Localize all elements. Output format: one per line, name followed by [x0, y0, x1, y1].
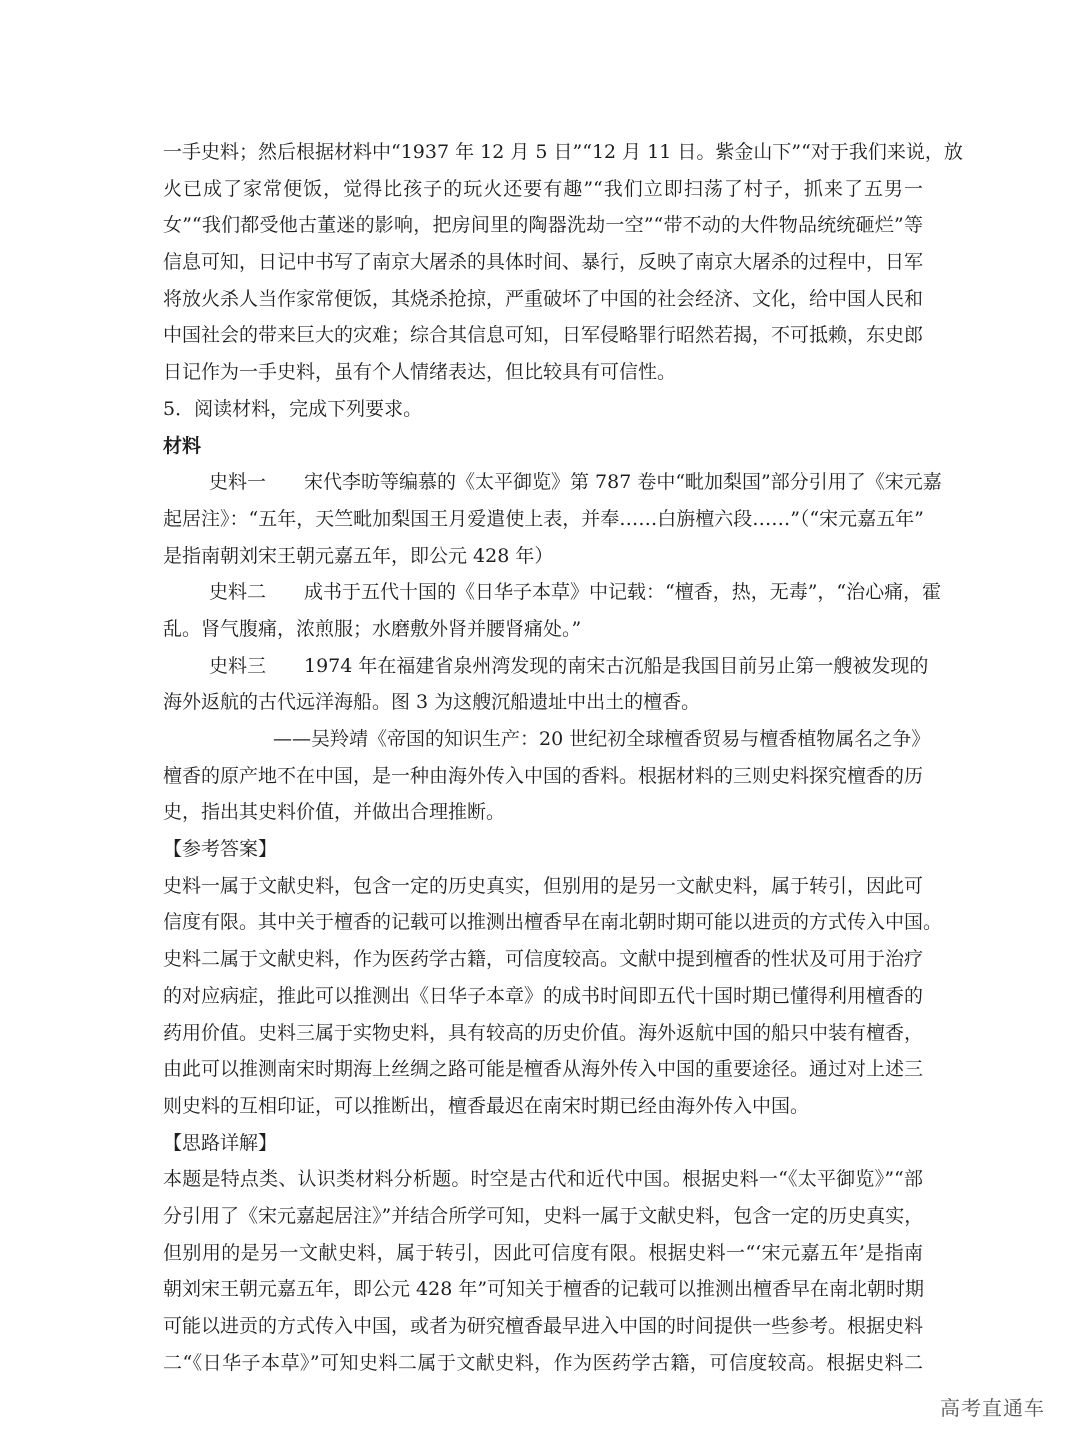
question-prompt-line: 檀香的原产地不在中国，是一种由海外传入中国的香料。根据材料的三则史料探究檀香的历	[163, 764, 924, 787]
source-one-line: 史料一 宋代李昉等编慕的《太平御览》第 787 卷中“毗加梨国”部分引用了《宋元嘉	[209, 471, 942, 494]
analysis-heading: 【思路详解】	[163, 1131, 278, 1154]
analysis-line: 朝刘宋王朝元嘉五年，即公元 428 年”可知关于檀香的记载可以推测出檀香早在南北朝时期	[163, 1278, 925, 1301]
text-line: 信息可知，日记中书写了南京大屠杀的具体时间、暴行，反映了南京大屠杀的过程中，日军	[163, 251, 924, 274]
document-page	[163, 134, 963, 1381]
source-one-line: 起居注》：“五年，天竺毗加梨国王月爱遣使上表，并奉……白旃檀六段……”（“宋元嘉五年”	[163, 507, 924, 530]
text-line: 女”“我们都受他古董迷的影响，把房间里的陶器洗劫一空”“带不动的大件物品统统砸烂”等	[163, 214, 923, 237]
answer-line: 史料一属于文献史料，包含一定的历史真实，但别用的是另一文献史料，属于转引，因此可	[163, 874, 924, 897]
source-two-line: 乱。肾气腹痛，浓煎服；水磨敷外肾并腰肾痛处。”	[163, 617, 582, 640]
text-line: 一手史料；然后根据材料中“1937 年 12 月 5 日”“12 月 11 日。紫金山下”“对于我们来说，放	[163, 141, 963, 163]
watermark: 高考直通车	[940, 1396, 1045, 1420]
analysis-line: 可能以进贡的方式传入中国，或者为研究檀香最早进入中国的时间提供一些参考。根据史料	[163, 1315, 924, 1337]
text-line: 火已成了家常便饭，觉得比孩子的玩火还要有趣”“我们立即扫荡了村子，抓来了五男一	[163, 177, 923, 200]
analysis-line: 但别用的是另一文献史料，属于转引，因此可信度有限。根据史料一“‘宋元嘉五年’是指南	[163, 1241, 923, 1264]
source-one-line: 是指南朝刘宋王朝元嘉五年，即公元 428 年）	[163, 544, 554, 567]
text-line: 日记作为一手史料，虽有个人情绪表达，但比较具有可信性。	[163, 361, 677, 384]
analysis-line: 二“《日华子本草》”可知史料二属于文献史料，作为医药学古籍，可信度较高。根据史料二	[163, 1351, 923, 1374]
answer-heading: 【参考答案】	[163, 838, 278, 861]
citation-line: ——吴羚靖《帝国的知识生产：20 世纪初全球檀香贸易与檀香植物属名之争》	[273, 728, 931, 750]
question-prompt-line: 史，指出其史料价值，并做出合理推断。	[163, 801, 506, 824]
text-line: 将放火杀人当作家常便饭，其烧杀抢掠，严重破坏了中国的社会经济、文化，给中国人民和	[163, 287, 924, 310]
question-heading: 5．阅读材料，完成下列要求。	[163, 397, 423, 420]
source-three-line: 史料三 1974 年在福建省泉州湾发现的南宋古沉船是我国目前另止第一艘被发现的	[209, 654, 929, 677]
answer-line: 史料二属于文献史料，作为医药学古籍，可信度较高。文献中提到檀香的性状及可用于治疗	[163, 948, 924, 971]
answer-line: 则史料的互相印证，可以推断出，檀香最迟在南宋时期已经由海外传入中国。	[163, 1094, 810, 1117]
material-heading: 材料	[163, 434, 202, 457]
source-three-line: 海外返航的古代远洋海船。图 3 为这艘沉船遗址中出土的檀香。	[163, 691, 701, 714]
analysis-line: 分引用了《宋元嘉起居注》”并结合所学可知，史料一属于文献史料，包含一定的历史真实，	[163, 1204, 924, 1227]
answer-line: 的对应病症，推此可以推测出《日华子本章》的成书时间即五代十国时期已懂得利用檀香的	[163, 984, 924, 1007]
answer-line: 信度有限。其中关于檀香的记载可以推测出檀香早在南北朝时期可能以进贡的方式传入中国。	[163, 911, 943, 934]
analysis-line: 本题是特点类、认识类材料分析题。时空是古代和近代中国。根据史料一“《太平御览》”“部	[163, 1168, 923, 1191]
text-line: 中国社会的带来巨大的灾难；综合其信息可知，日军侵略罪行昭然若揭，不可抵赖，东史郎	[163, 324, 924, 347]
source-two-line: 史料二 成书于五代十国的《日华子本草》中记载：“檀香，热，无毒”，“治心痛，霍	[209, 581, 942, 604]
answer-line: 由此可以推测南宋时期海上丝绸之路可能是檀香从海外传入中国的重要途径。通过对上述三	[163, 1058, 924, 1081]
answer-line: 药用价值。史料三属于实物史料，具有较高的历史价值。海外返航中国的船只中装有檀香，	[163, 1021, 924, 1044]
